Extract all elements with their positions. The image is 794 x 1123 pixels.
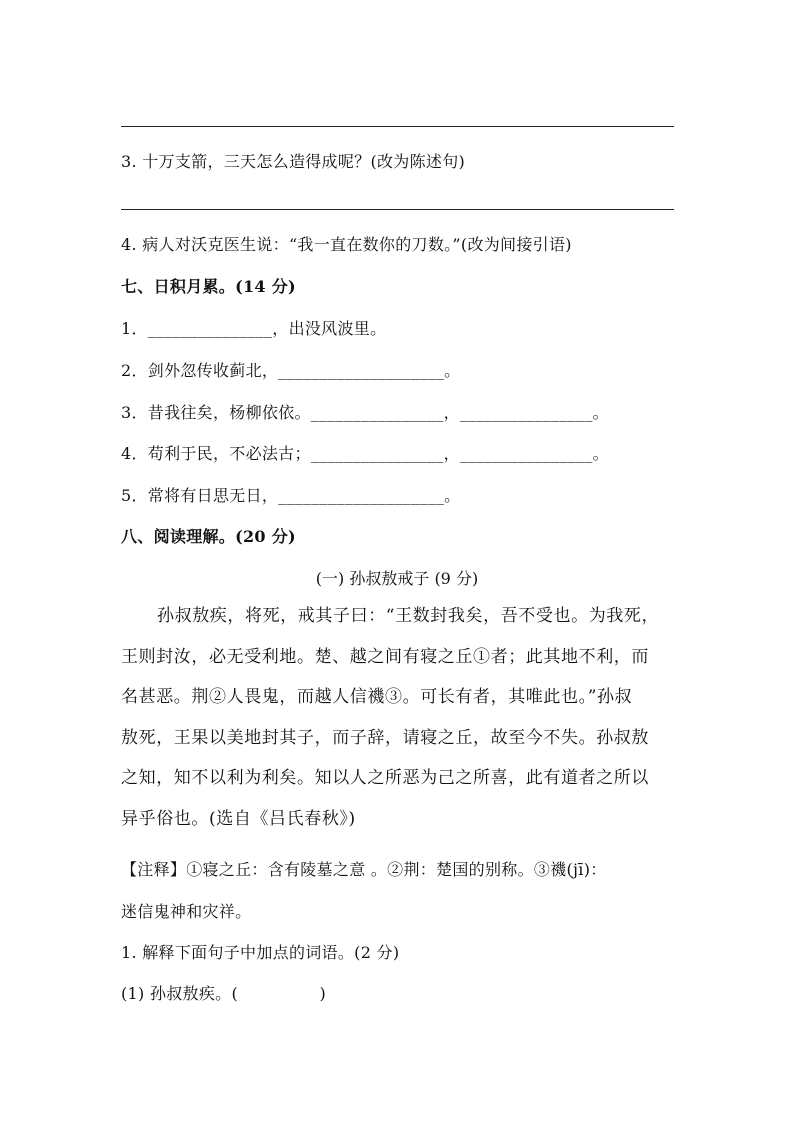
passage-line: 之知，知不以利为利矣。知以人之所恶为己之所喜，此有道者之所以 (121, 768, 649, 788)
q6-item-3: 3. 十万支箭，三天怎么造得成呢？(改为陈述句) (121, 152, 466, 171)
q6-item-4: 4. 病人对沃克医生说：“我一直在数你的刀数。”(改为间接引语) (121, 235, 572, 254)
passage-line: 孙叔敖疾，将死，戒其子曰：“王数封我矣，吾不受也。为我死， (157, 606, 660, 626)
answer-line-1 (121, 126, 674, 127)
answer-line-2 (121, 209, 674, 210)
passage (121, 596, 681, 839)
passage-line: 名甚恶。荆②人畏鬼，而越人信禨③。可长有者，其唯此也。”孙叔 (121, 687, 633, 707)
passage-line: 王则封汝，必无受利地。楚、越之间有寝之丘①者；此其地不利，而 (121, 646, 649, 667)
question-1: 1. 解释下面句子中加点的词语。(2 分) (121, 943, 400, 962)
notes-line-1: 【注释】①寝之丘：含有陵墓之意 。②荆：楚国的别称。③禨(jī)： (121, 860, 607, 879)
section-7-item-4: 4．苟利于民，不必法古；________________，________________。 (121, 444, 609, 463)
section-7-item-3: 3．昔我往矣，杨柳依依。________________，________________。 (121, 403, 609, 422)
notes-line-2: 迷信鬼神和灾祥。 (121, 902, 252, 921)
passage-line: 异乎俗也。(选自《吕氏春秋》) (121, 808, 356, 829)
section-7-item-2: 2．剑外忽传收蓟北，____________________。 (121, 361, 461, 380)
question-1-item-1: (1) 孙叔敖疾。( ) (121, 984, 327, 1003)
section-7-item-1: 1．_______________，出没风波里。 (121, 319, 387, 338)
section-8-heading: 八、阅读理解。(20 分) (121, 527, 296, 546)
section-7-heading: 七、日积月累。(14 分) (121, 277, 296, 296)
passage-line: 敖死，王果以美地封其子，而子辞，请寝之丘，故至今不失。孙叔敖 (121, 727, 649, 748)
passage-title: (一) 孙叔敖戒子 (9 分) (315, 569, 479, 588)
section-7-item-5: 5．常将有日思无日，____________________。 (121, 486, 461, 505)
